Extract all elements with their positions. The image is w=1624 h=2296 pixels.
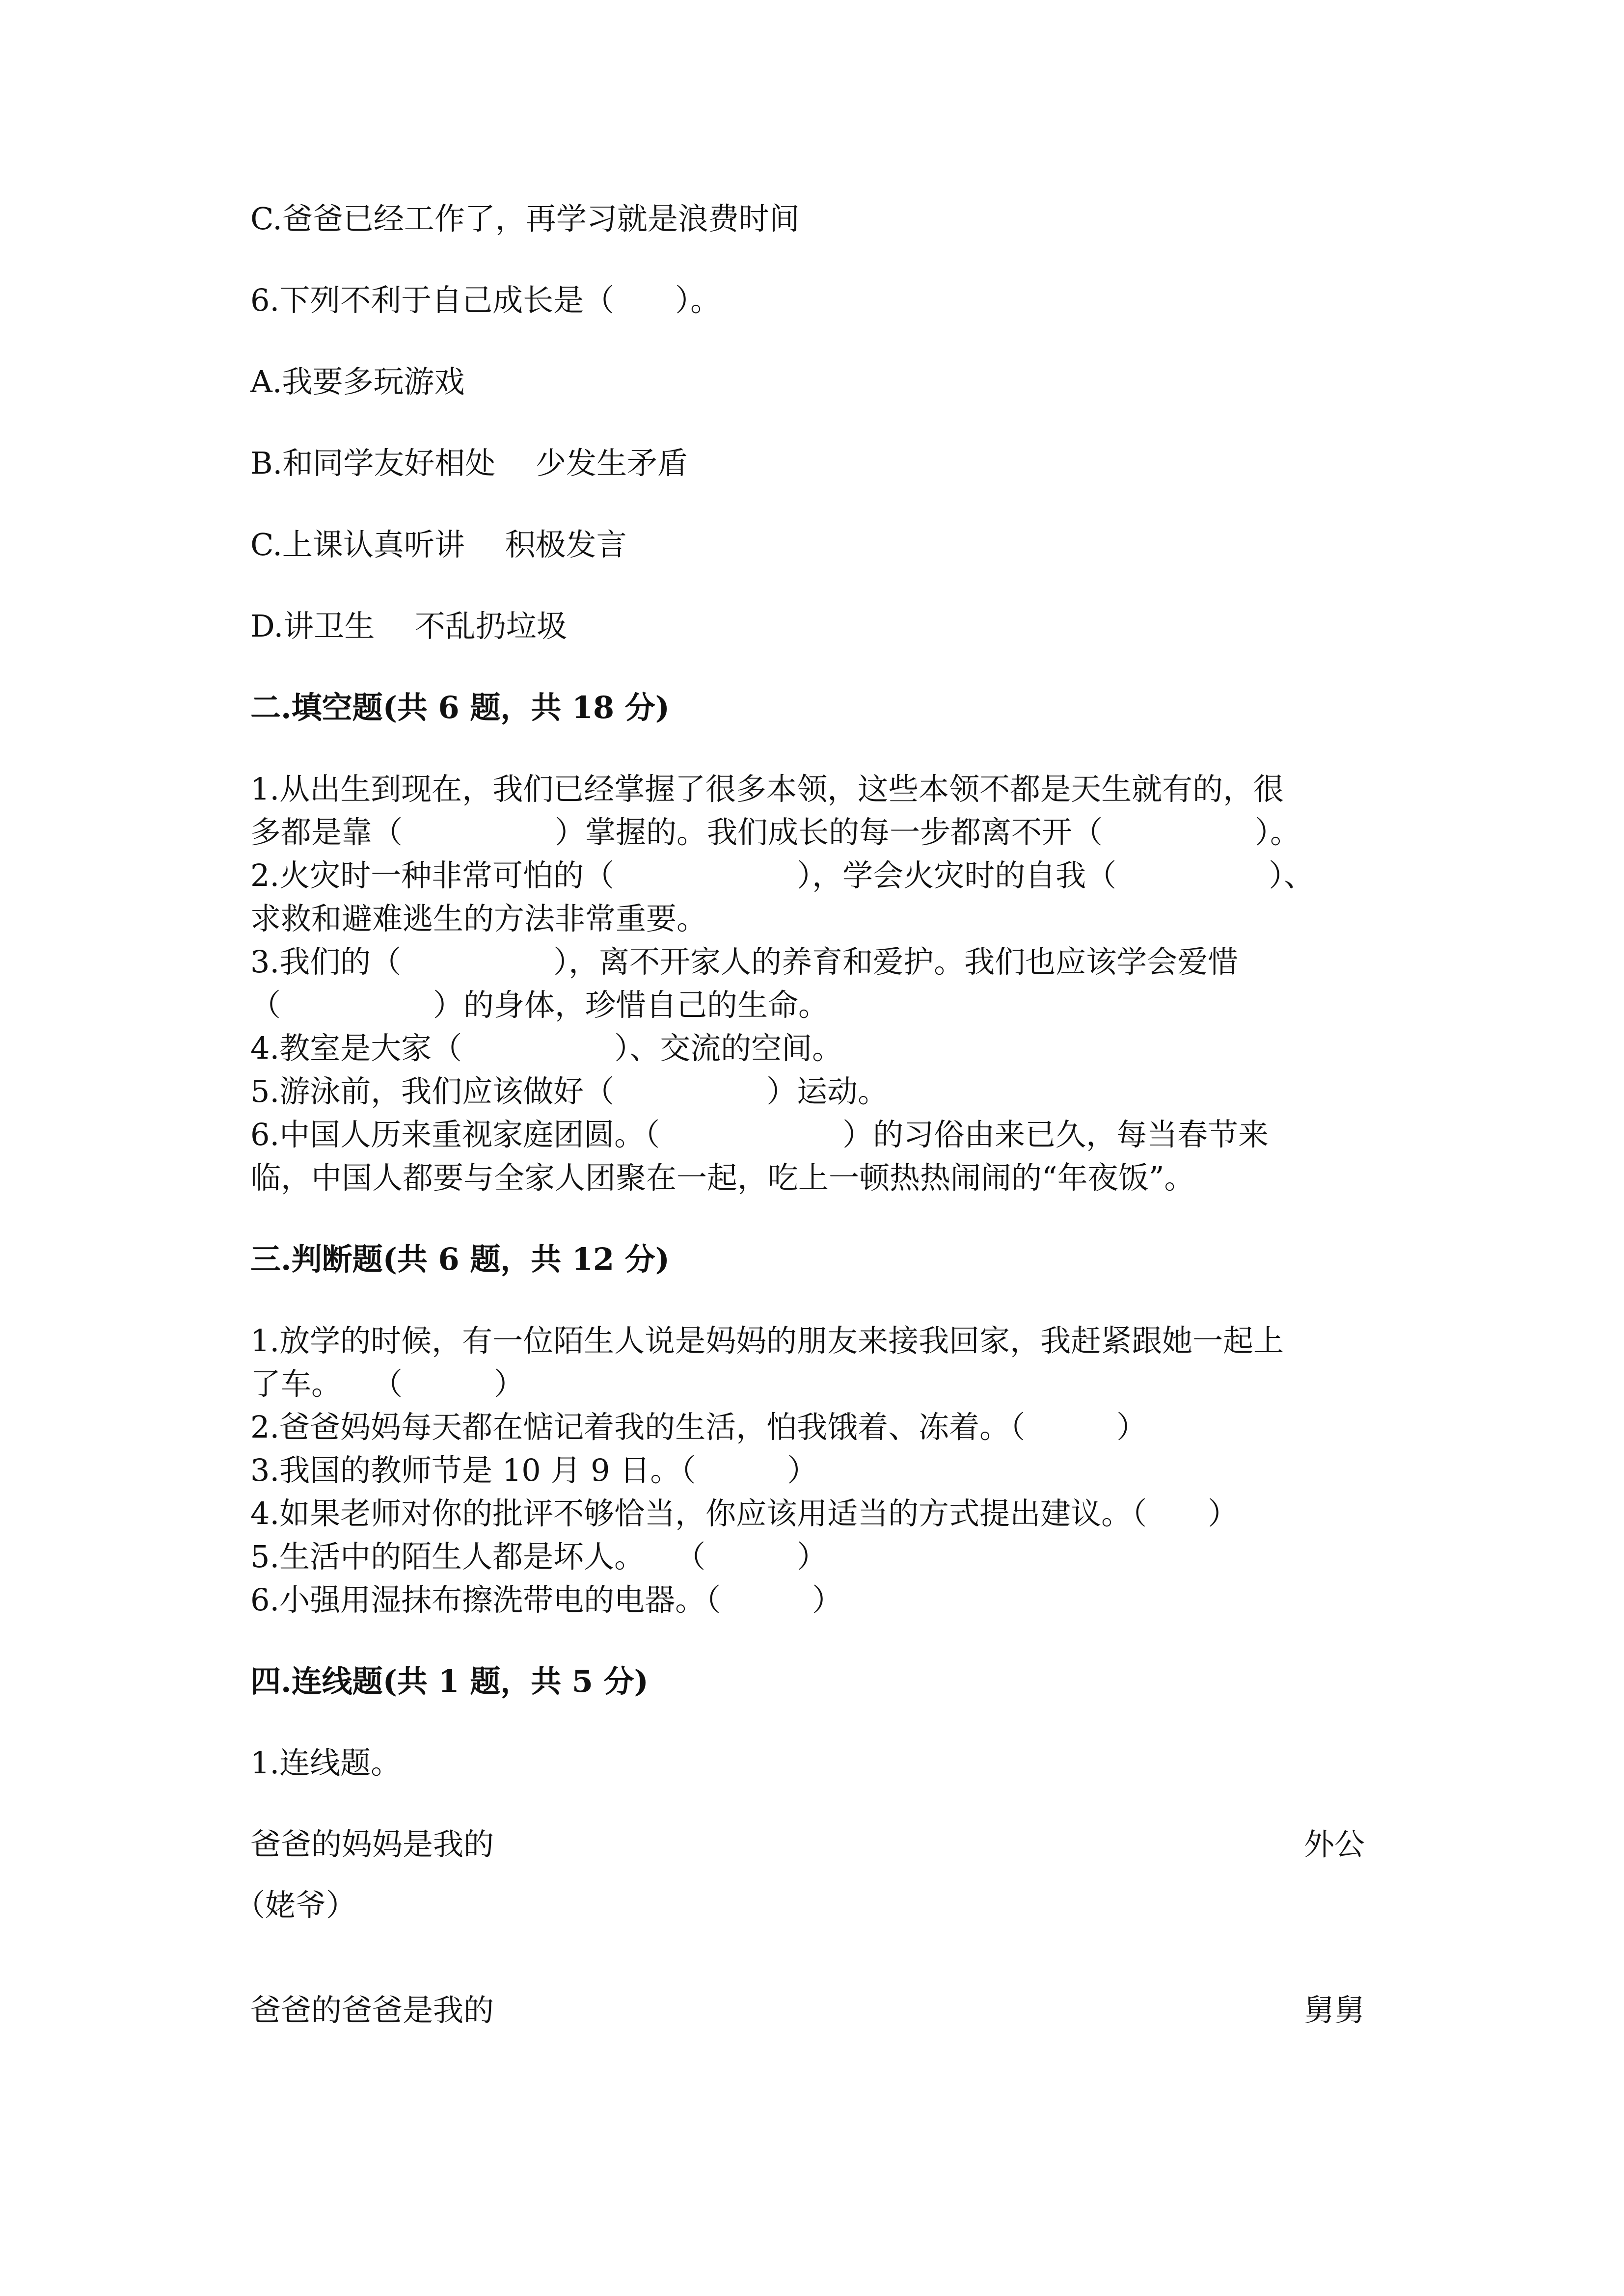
option-b: B.和同学友好相处 少发生矛盾 xyxy=(250,445,688,481)
fill-line: （ ）的身体，珍惜自己的生命。 xyxy=(250,987,829,1023)
judge-line: 6.小强用湿抹布擦洗带电的电器。（ ） xyxy=(250,1582,843,1618)
judge-line: 3.我国的教师节是 10 月 9 日。（ ） xyxy=(250,1452,818,1488)
option-d: D.讲卫生 不乱扔垃圾 xyxy=(250,608,567,644)
match-right-item: 舅舅 xyxy=(1303,1992,1365,2028)
judge-line: 了车。 （ ） xyxy=(250,1366,525,1402)
fill-line: 临，中国人都要与全家人团聚在一起，吃上一顿热热闹闹的“年夜饭”。 xyxy=(250,1160,1195,1196)
fill-line: 1.从出生到现在，我们已经掌握了很多本领，这些本领不都是天生就有的，很 xyxy=(250,771,1284,807)
fill-line: 3.我们的（ ），离不开家人的养育和爱护。我们也应该学会爱惜 xyxy=(250,944,1239,980)
match-left-item: 爸爸的妈妈是我的 xyxy=(250,1826,494,1862)
option-a: A.我要多玩游戏 xyxy=(250,364,465,400)
fill-line: 6.中国人历来重视家庭团圆。（ ）的习俗由来已久，每当春节来 xyxy=(250,1117,1269,1152)
judge-line: 5.生活中的陌生人都是坏人。 （ ） xyxy=(250,1539,828,1575)
option-c: C.爸爸已经工作了，再学习就是浪费时间 xyxy=(250,201,800,237)
option-c: C.上课认真听讲 积极发言 xyxy=(250,527,627,562)
match-question: 1.连线题。 xyxy=(250,1745,402,1781)
match-right-note: （姥爷） xyxy=(235,1887,357,1923)
section-heading-match: 四.连线题(共 1 题，共 5 分) xyxy=(250,1663,649,1699)
fill-line: 多都是靠（ ）掌握的。我们成长的每一步都离不开（ ）。 xyxy=(250,814,1301,850)
judge-line: 2.爸爸妈妈每天都在惦记着我的生活，怕我饿着、冻着。（ ） xyxy=(250,1409,1147,1445)
section-heading-judge: 三.判断题(共 6 题，共 12 分) xyxy=(250,1241,670,1277)
fill-line: 5.游泳前，我们应该做好（ ）运动。 xyxy=(250,1073,889,1109)
match-left-item: 爸爸的爸爸是我的 xyxy=(250,1992,494,2028)
judge-line: 1.放学的时候，有一位陌生人说是妈妈的朋友来接我回家，我赶紧跟她一起上 xyxy=(250,1323,1284,1359)
fill-line: 求救和避难逃生的方法非常重要。 xyxy=(250,901,707,936)
fill-line: 4.教室是大家（ ）、交流的空间。 xyxy=(250,1030,843,1066)
match-right-item: 外公 xyxy=(1303,1826,1365,1862)
judge-line: 4.如果老师对你的批评不够恰当，你应该用适当的方式提出建议。（ ） xyxy=(250,1495,1239,1531)
question-6-stem: 6.下列不利于自己成长是（ ）。 xyxy=(250,282,721,318)
fill-line: 2.火灾时一种非常可怕的（ ），学会火灾时的自我（ ）、 xyxy=(250,857,1315,893)
section-heading-fill: 二.填空题(共 6 题，共 18 分) xyxy=(250,690,670,725)
